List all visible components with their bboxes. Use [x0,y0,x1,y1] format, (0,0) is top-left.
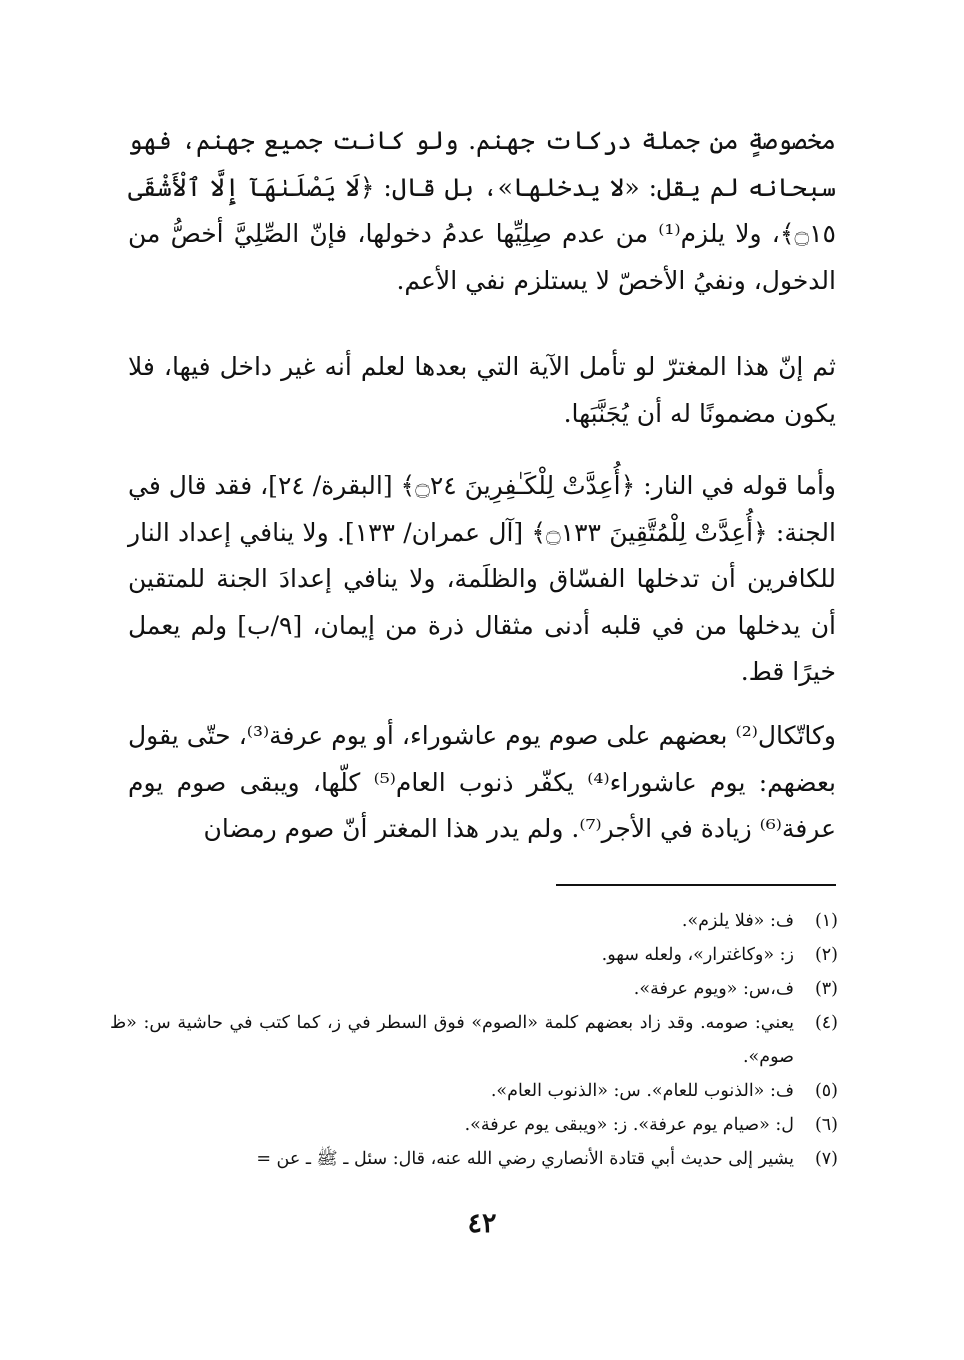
footnote-5 [110,1074,838,1108]
footnote-text: ز: «وكاغترار»، ولعله سهو. [601,945,794,965]
paragraph-2: ثم إنّ هذا المغترّ لو تأمل الآية التي بعدها لعلم أنه غير داخل فيها، فلا يكون مضمونًا له أن يُجَنَّبَها. [128,352,836,428]
footnote-number: (٥) [814,1081,838,1101]
footnote-2 [110,938,838,972]
footnote-separator [556,884,836,886]
paragraph-4: وكاتّكال⁽²⁾ بعضهم على صوم يوم عاشوراء، أو يوم عرفة⁽³⁾، حتّى يقول بعضهم: يوم عاشوراء⁽⁴⁾ يكفّر ذنوب العام⁽⁵⁾ كلّها، ويبقى صوم يوم عرفة⁽⁶⁾ زيادة في الأجر⁽⁷⁾. ولم يدر هذا المغتر أنّ صوم رمضان [128,721,836,843]
footnote-number: (١) [814,911,838,931]
footnote-number: (٢) [814,945,838,965]
paragraph-3: وأما قوله في النار: ﴿أُعِدَّتْ لِلْكَـٰفِرِينَ ۝٢٤﴾ [البقرة/ ٢٤]، فقد قال في الجنة: ﴿أُعِدَّتْ لِلْمُتَّقِينَ ۝١٣٣﴾ [آل عمران/ ١٣٣]. ولا ينافي إعداد النار للكافرين أن تدخلها الفسّاق والظلَمة، ولا ينافي إعدادَ الجنة للمتقين أن يدخلها من في قلبه أدنى مثقال ذرة من إيمان، [٩/ب] ولم يعمل خيرًا قط. [128,471,837,686]
footnote-number: (٣) [814,979,838,999]
footnote-number: (٤) [814,1013,838,1033]
footnote-text: ل: «صيام يوم عرفة». ز: «ويبقى يوم عرفة». [464,1115,794,1135]
footnote-text: يشير إلى حديث أبي قتادة الأنصاري رضي الله عنه، قال: سئل ـ ﷺ ـ عن = [256,1149,794,1169]
page-number: ٤٢ [467,1208,497,1239]
paragraph-1: مخصوصةٍ من جملة دركات جهنم. ولو كانت جميع جهنم، فهو سبحانه لم يقل: «لا يدخلها»، بل قال: ﴿لَا يَصْلَىٰهَآ إِلَّا ٱلْأَشْقَى ۝١٥﴾، ولا يلزم⁽¹⁾ من عدم صِلِيِّها عدمُ دخولها، فإنّ الصِّلِيَّ أخصُّ من الدخول، ونفيُ الأخصّ لا يستلزم نفي الأعم. [128,126,836,295]
footnote-number: (٦) [814,1115,838,1135]
footnote-text: يعني: صومه. وقد زاد بعضهم كلمة «الصوم» فوق السطر في ز، كما كتب في حاشية س: «ظ صوم». [110,1013,794,1067]
footnote-text: ف: «فلا يلزم». [681,911,794,931]
footnote-7 [110,1142,838,1176]
footnote-4 [110,1006,838,1074]
footnote-number: (٧) [814,1149,838,1169]
footnote-3 [110,972,838,1006]
footnote-text: ف،س: «ويوم عرفة». [633,979,794,999]
footnote-text: ف: «الذنوب للعام». س: «الذنوب العام». [490,1081,794,1101]
footnote-1 [110,904,838,938]
footnote-6 [110,1108,838,1142]
footnotes [110,904,838,1176]
